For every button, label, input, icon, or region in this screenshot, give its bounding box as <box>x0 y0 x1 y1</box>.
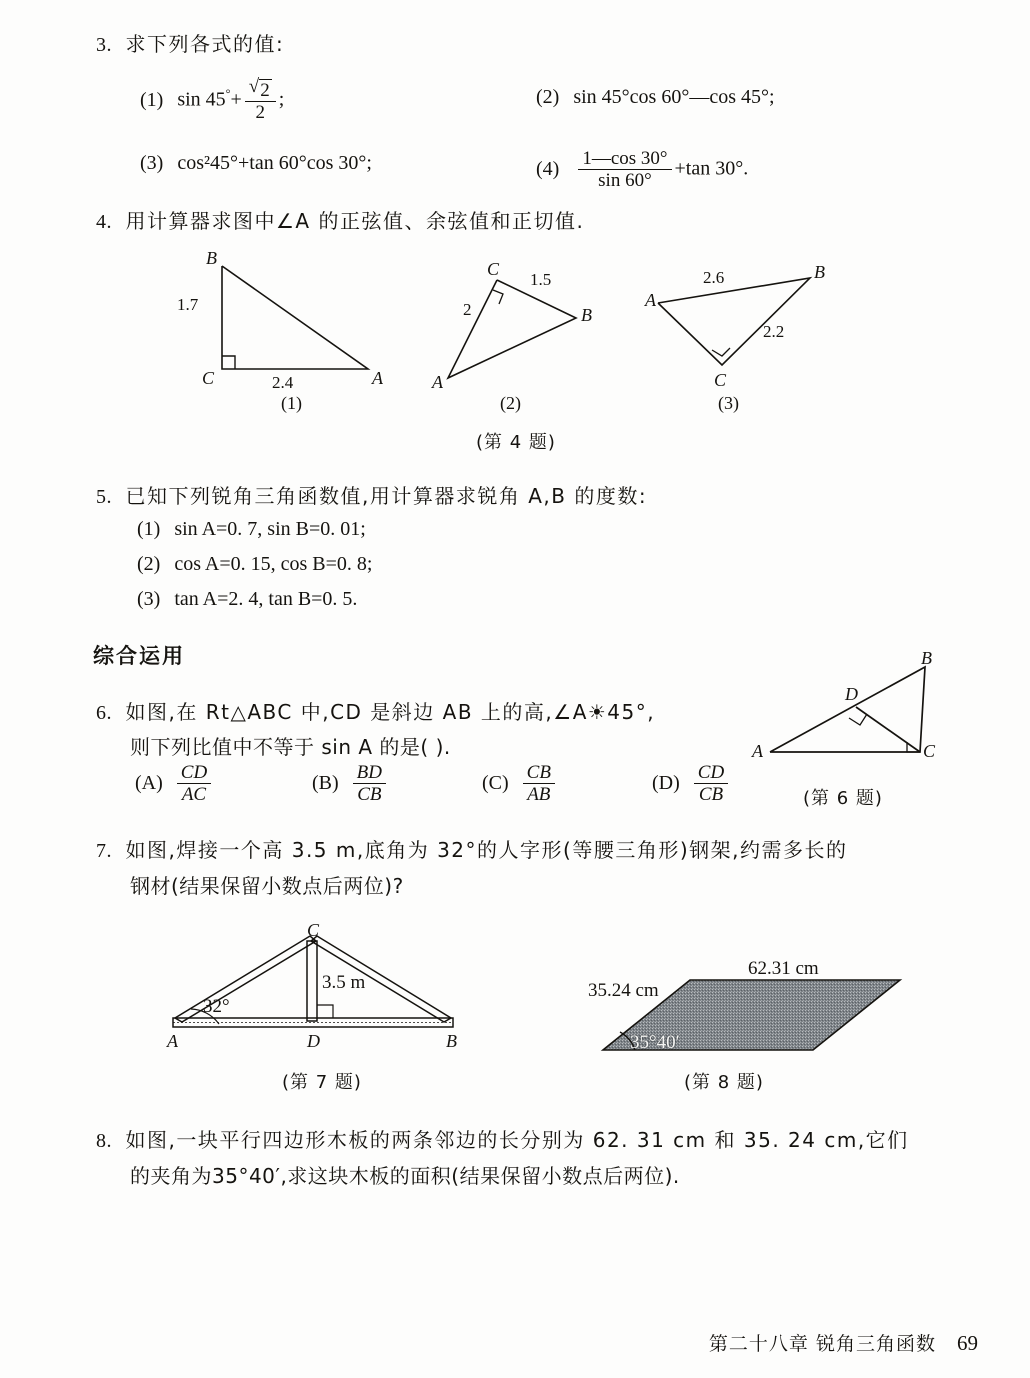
problem-4-fig3-side-cb: 2.2 <box>763 322 785 341</box>
sqrt-group: √ 2 <box>245 78 276 102</box>
problem-4-fig3-label-A: A <box>645 290 656 310</box>
problem-8-angle-label: 35°40′ <box>630 1032 680 1053</box>
problem-6-choice-a-denominator: AC <box>181 784 207 806</box>
problem-3-header <box>96 26 284 64</box>
problem-4-fig2-label-B: B <box>581 305 592 325</box>
problem-6-choice-c-denominator: AB <box>527 784 551 806</box>
problem-6-label-D: D <box>845 684 858 704</box>
problem-3-item-3 <box>140 152 372 175</box>
problem-4-fig1-label-A: A <box>372 368 383 388</box>
problem-6-line2: 则下列比值中不等于 sin A 的是( ). <box>130 735 451 759</box>
problem-5-item-1-label: (1) <box>137 518 161 540</box>
problem-5-item-2-expr: cos A=0. 15, cos B=0. 8; <box>174 553 373 575</box>
problem-6-choice-a[interactable] <box>135 762 214 806</box>
problem-3-item-4 <box>536 148 748 192</box>
problem-5-item-3 <box>137 588 357 611</box>
problem-8-caption: (第 8 题) <box>684 1072 764 1093</box>
problem-4-fig2-side-cb: 1.5 <box>530 270 552 289</box>
problem-3-item-4-numerator: 1—cos 30° <box>578 148 671 170</box>
problem-3-prompt: 求下列各式的值: <box>125 32 285 56</box>
problem-7-header <box>96 832 848 870</box>
problem-4-fig3-side-ab: 2.6 <box>703 268 725 287</box>
fraction <box>245 78 276 124</box>
problem-6-choice-d-numerator: CD <box>694 762 728 784</box>
fraction <box>523 762 555 806</box>
problem-4-fig1-side-vertical: 1.7 <box>177 295 199 314</box>
page-footer <box>709 1329 978 1356</box>
fraction <box>177 762 211 806</box>
fraction <box>578 148 671 192</box>
problem-3-item-4-denominator: sin 60° <box>598 170 652 192</box>
problem-8-left-side-label: 35.24 cm <box>588 980 659 1001</box>
problem-7-label-A: A <box>167 1031 178 1051</box>
problem-6-choice-a-numerator: CD <box>177 762 211 784</box>
problem-3-item-1-radicand: 2 <box>260 80 270 101</box>
problem-6-choice-d[interactable] <box>652 762 731 806</box>
problem-8-number: 8. <box>96 1130 112 1152</box>
problem-5-number: 5. <box>96 486 112 508</box>
footer-page-number: 69 <box>957 1331 978 1355</box>
problem-4-fig2-label-C: C <box>487 259 500 279</box>
problem-3-item-1-expr: sin 45 <box>177 88 226 111</box>
problem-7-angle-arc <box>183 998 243 1028</box>
problem-5-item-1-expr: sin A=0. 7, sin B=0. 01; <box>174 518 366 540</box>
problem-6-choice-b-label: (B) <box>312 772 339 795</box>
problem-4-fig1-label-B: B <box>206 248 217 268</box>
problem-4-text: 用计算器求图中∠A 的正弦值、余弦值和正切值. <box>125 209 585 233</box>
problem-6-header <box>96 694 655 732</box>
problem-5-item-2 <box>137 553 372 576</box>
fraction <box>694 762 728 806</box>
problem-4-fig2-label-A: A <box>432 372 443 392</box>
problem-7-caption: (第 7 题) <box>282 1072 362 1093</box>
problem-6-number: 6. <box>96 702 112 724</box>
problem-4-fig2-side-ca: 2 <box>463 300 472 319</box>
problem-5-item-3-expr: tan A=2. 4, tan B=0. 5. <box>174 588 358 610</box>
problem-3-item-2-expr: sin 45°cos 60°—cos 45°; <box>573 86 775 108</box>
problem-8-top-side-label: 62.31 cm <box>748 958 819 979</box>
problem-7-height-label: 3.5 m <box>322 972 366 993</box>
problem-3-item-1-trailing: ; <box>278 88 285 111</box>
problem-7-line1: 如图,焊接一个高 3.5 m,底角为 32°的人字形(等腰三角形)钢架,约需多长的 <box>125 838 848 862</box>
footer-chapter: 第二十八章 锐角三角函数 <box>708 1333 936 1355</box>
problem-4-fig2-subcaption: (2) <box>500 393 521 413</box>
problem-4-fig3-label-C: C <box>714 370 727 390</box>
problem-4-header <box>96 203 584 241</box>
problem-5-item-1 <box>137 518 366 541</box>
problem-3-item-4-tail: +tan 30°. <box>674 157 749 180</box>
problem-6-choice-c-label: (C) <box>482 772 509 795</box>
problem-4-figure-1 <box>200 250 420 390</box>
problem-3-item-2 <box>536 86 775 109</box>
problem-6-choice-b-denominator: CB <box>357 784 382 806</box>
problem-6-choice-c[interactable] <box>482 762 558 806</box>
problem-7-label-B: B <box>446 1031 457 1051</box>
problem-8-line2: 的夹角为35°40′,求这块木板的面积(结果保留小数点后两位). <box>130 1164 680 1188</box>
problem-7-line2: 钢材(结果保留小数点后两位)? <box>130 874 404 898</box>
problem-6-caption: (第 6 题) <box>803 788 883 809</box>
problem-6-choice-b[interactable] <box>312 762 389 806</box>
problem-6-choice-d-label: (D) <box>652 772 680 795</box>
problem-5-item-2-label: (2) <box>137 553 161 575</box>
problem-7-number: 7. <box>96 840 112 862</box>
problem-6-label-C: C <box>923 741 936 761</box>
fraction <box>353 762 386 806</box>
problem-5-text: 已知下列锐角三角函数值,用计算器求锐角 A,B 的度数: <box>125 484 648 508</box>
problem-6-choice-d-denominator: CB <box>698 784 724 806</box>
problem-4-caption: (第 4 题) <box>476 432 556 453</box>
problem-3-item-1-denominator: 2 <box>255 102 265 124</box>
problem-6-label-B: B <box>921 648 932 668</box>
problem-3-item-3-expr: cos²45°+tan 60°cos 30°; <box>177 152 372 174</box>
problem-7-label-C: C <box>307 920 320 940</box>
problem-4-fig1-side-horizontal: 2.4 <box>272 373 294 392</box>
problem-3-item-2-label: (2) <box>536 86 560 108</box>
problem-3-number: 3. <box>96 34 112 56</box>
problem-7-angle-label: 32° <box>203 996 230 1017</box>
problem-6-choice-c-numerator: CB <box>523 762 555 784</box>
problem-4-fig1-subcaption: (1) <box>281 393 302 413</box>
problem-3-item-1: (1) sin 45°+ √ 2 2 ; <box>140 76 285 124</box>
problem-4-figure-3 <box>650 270 850 390</box>
problem-5-header <box>96 478 647 516</box>
section-heading: 综合运用 <box>93 644 185 668</box>
problem-4-fig1-label-C: C <box>202 368 215 388</box>
problem-6-choice-a-label: (A) <box>135 772 163 795</box>
problem-5-item-3-label: (3) <box>137 588 161 610</box>
problem-3-item-1-label: (1) <box>140 89 164 112</box>
problem-4-number: 4. <box>96 211 112 233</box>
problem-6-line1: 如图,在 Rt△ABC 中,CD 是斜边 AB 上的高,∠A☀45°, <box>125 700 656 724</box>
degree-symbol: ° <box>225 86 231 101</box>
problem-8-header <box>96 1122 909 1160</box>
problem-7-label-D: D <box>307 1031 320 1051</box>
problem-6-choice-b-numerator: BD <box>353 762 386 784</box>
problem-3-item-3-label: (3) <box>140 152 164 174</box>
problem-4-fig3-subcaption: (3) <box>718 393 739 413</box>
problem-3-item-4-label: (4) <box>536 158 560 181</box>
problem-8-line1: 如图,一块平行四边形木板的两条邻边的长分别为 62. 31 cm 和 35. 24 cm,它们 <box>125 1128 909 1152</box>
problem-6-label-A: A <box>752 741 763 761</box>
problem-4-fig3-label-B: B <box>814 262 825 282</box>
